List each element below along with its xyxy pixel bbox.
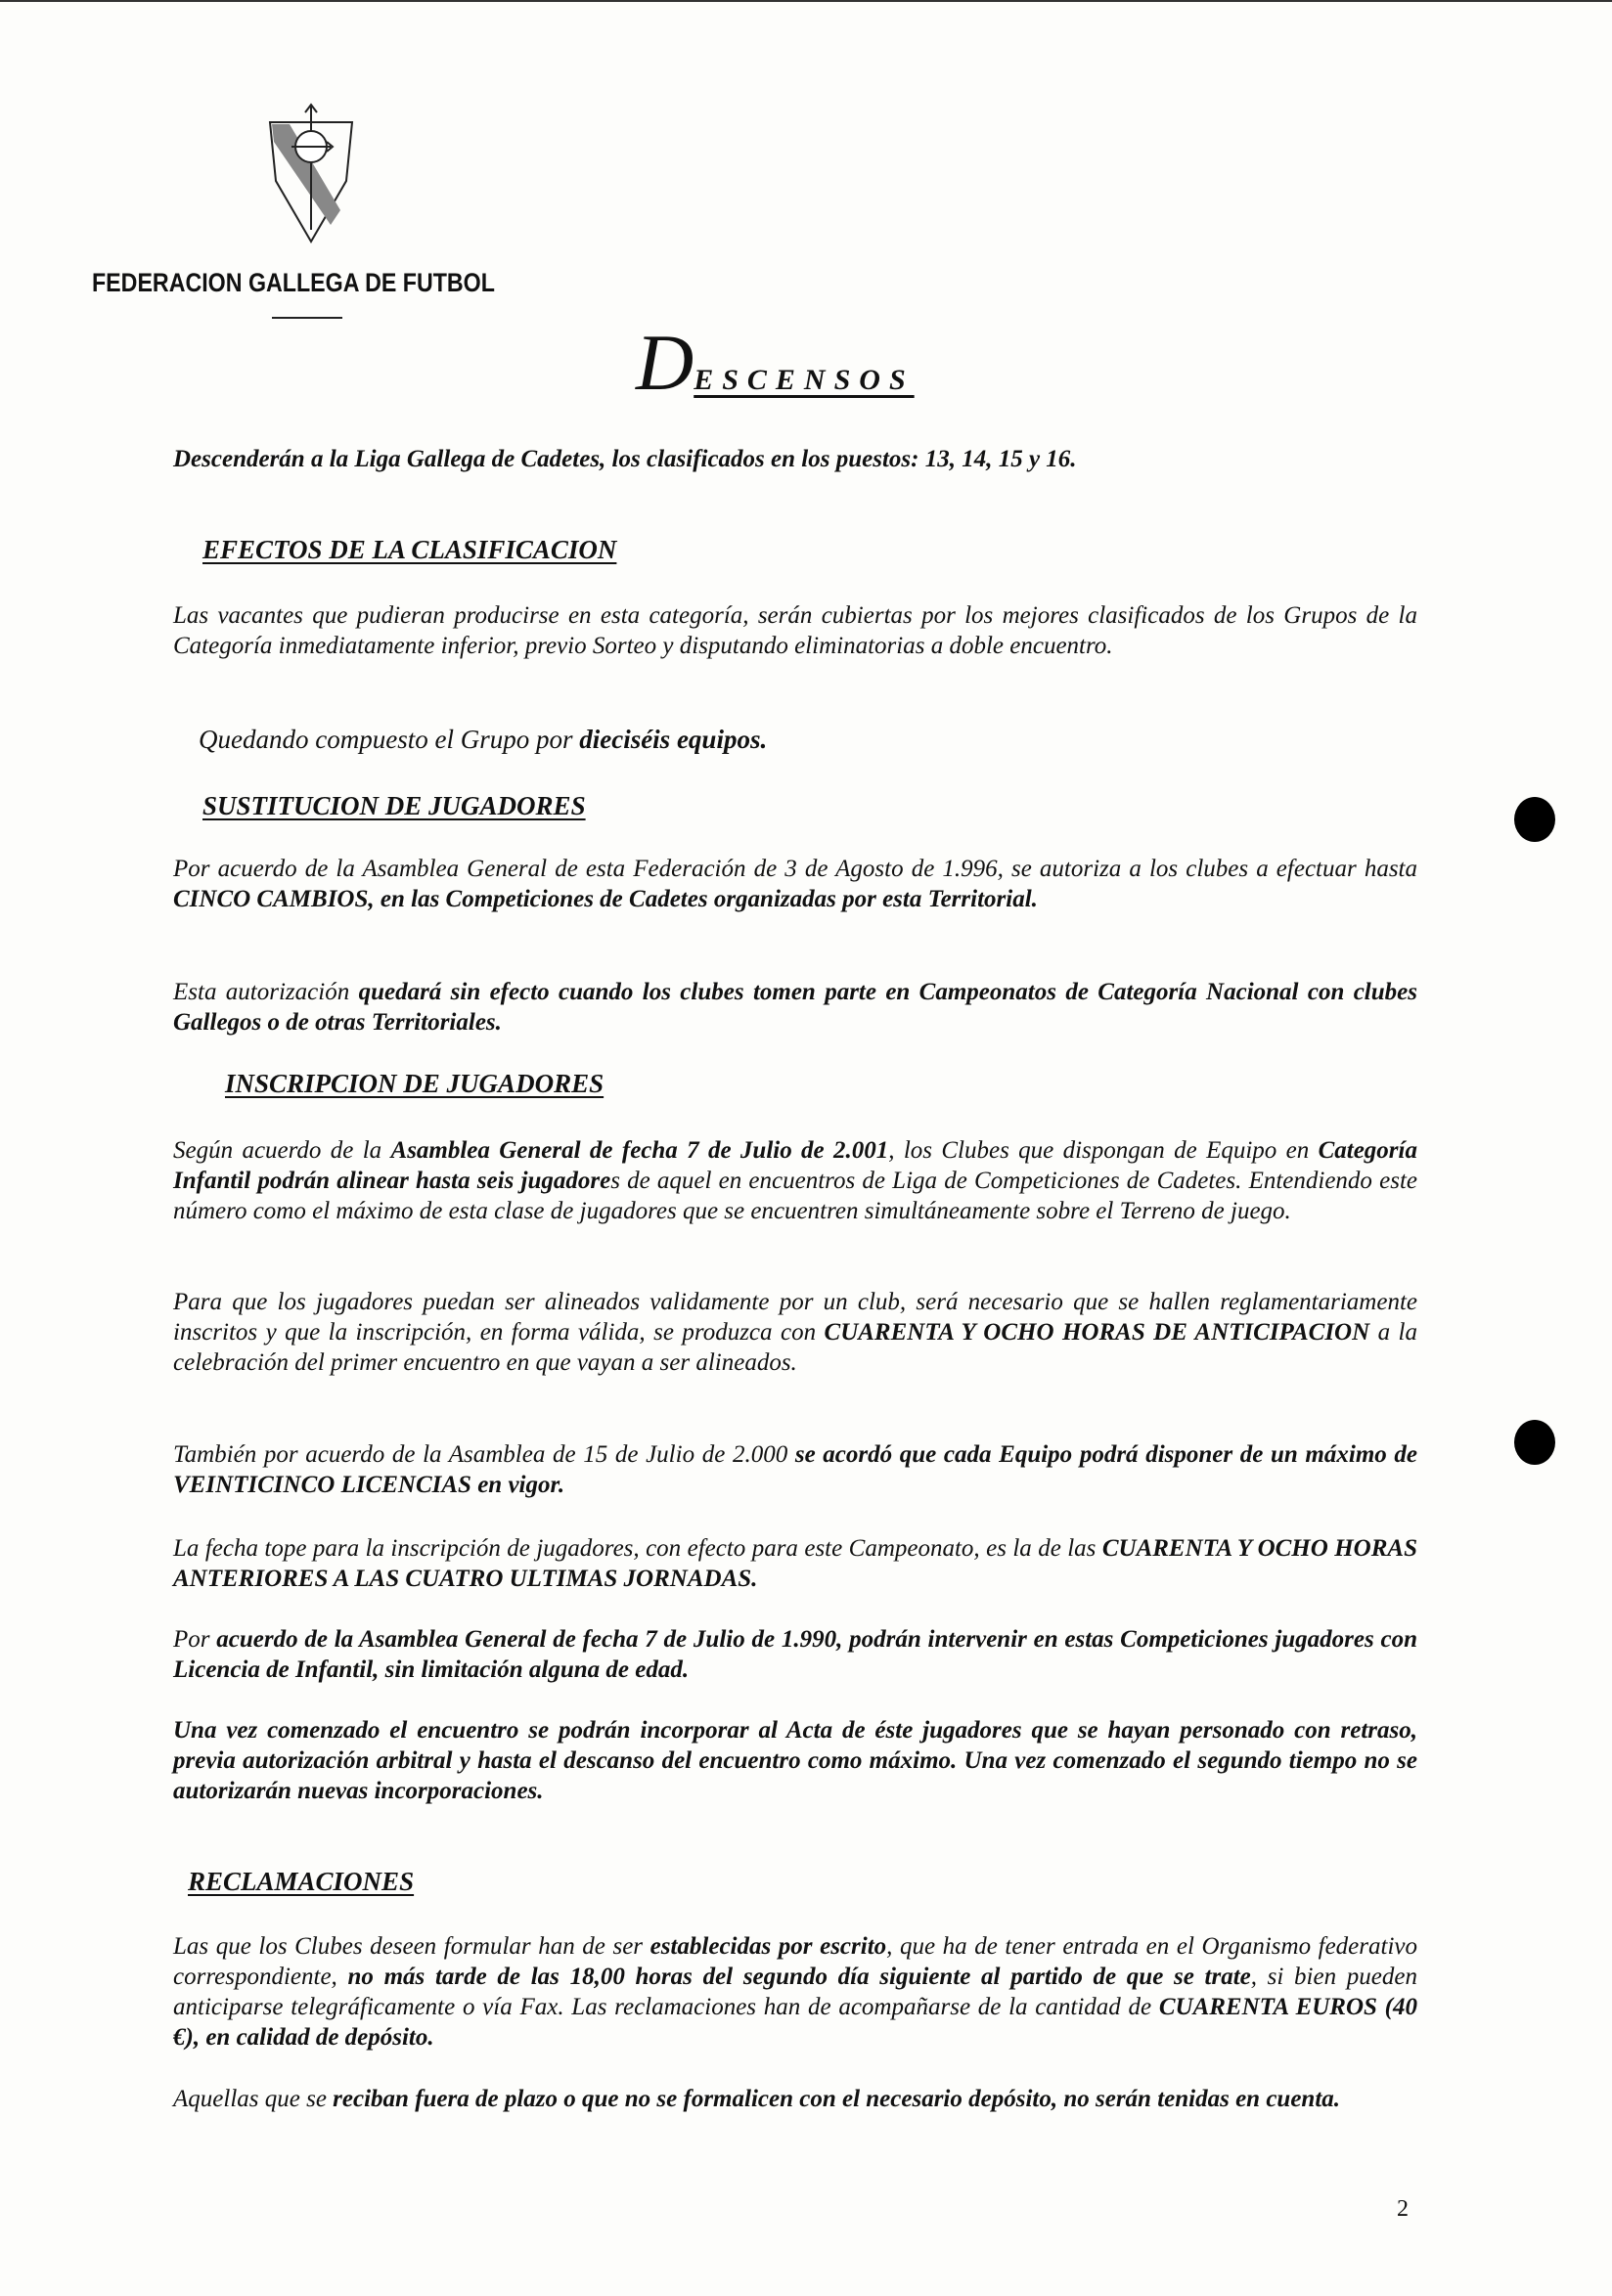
organization-name: FEDERACION GALLEGA DE FUTBOL bbox=[92, 268, 495, 297]
text: a la celebración del primer encuentro en que vayan a ser alineados. bbox=[173, 1319, 1417, 1376]
bold-text: Una vez comenzado el encuentro se podrán incorporar al Acta de éste jugadores que se hayan personado con retraso, previa autorización arbitral y hasta el descanso del encuentro como máximo. Una vez comenzado el segundo tiempo no se autorizarán nuevas incorporaciones. bbox=[173, 1717, 1417, 1804]
paragraph bbox=[173, 1715, 1417, 1806]
text: Por acuerdo de la Asamblea General de esta Federación de 3 de Agosto de 1.996, se autoriza a los clubes a efectuar hasta bbox=[173, 856, 1417, 882]
text: Las vacantes que pudieran producirse en esta categoría, serán cubiertas por los mejores clasificados de los Grupos de la Categoría inmediatamente inferior, previo Sorteo y disputando eliminatorias a doble encuentro. bbox=[173, 602, 1417, 659]
text: , si bien pueden anticiparse telegráficamente o vía Fax. Las reclamaciones han de acompañarse de la cantidad de bbox=[173, 1964, 1417, 2020]
bold-text: (40 €), bbox=[173, 1994, 1417, 2051]
federation-shield-logo bbox=[262, 103, 360, 244]
text: Las que los Clubes deseen formular han de ser bbox=[173, 1933, 650, 1960]
page-edge bbox=[0, 0, 1612, 2]
text: , que ha de tener entrada en el Organismo federativo correspondiente, bbox=[173, 1933, 1417, 1990]
paragraph bbox=[173, 444, 1417, 474]
bold-text: CUARENTA EUROS bbox=[1158, 1994, 1377, 2020]
paragraph bbox=[173, 600, 1417, 661]
bold-text: CUARENTA Y OCHO HORAS DE ANTICIPACION bbox=[824, 1319, 1370, 1346]
bold-text: CINCO CAMBIOS, en las Competiciones de Cadetes organizadas por esta Territorial. bbox=[173, 886, 1038, 912]
paragraph bbox=[173, 1931, 1417, 2053]
bold-text: reciban fuera de plazo o que no se formalicen con el necesario depósito, no serán tenidas en cuenta. bbox=[333, 2086, 1341, 2112]
bold-text: se acordó que cada Equipo podrá disponer de un máximo de VEINTICINCO LICENCIAS en vigor. bbox=[173, 1441, 1417, 1498]
title-rest: ESCENSOS bbox=[694, 364, 915, 396]
paragraph bbox=[173, 1533, 1417, 1594]
text: Para que los jugadores puedan ser alineados validamente por un club, será necesario que se hallen reglamentariamente inscritos y que la inscripción, en forma válida, se produzca con bbox=[173, 1289, 1417, 1346]
paragraph bbox=[173, 1135, 1417, 1226]
bold-text: Descenderán a la Liga Gallega de Cadetes, los clasificados en los puestos: 13, 14, 15 y 16. bbox=[173, 446, 1077, 472]
page-number: 2 bbox=[1397, 2196, 1409, 2222]
punch-hole-mark bbox=[1514, 797, 1555, 842]
text: Quedando compuesto el Grupo por bbox=[199, 725, 580, 754]
bold-text: Asamblea General de fecha 7 de Julio de 2.001 bbox=[390, 1137, 889, 1164]
paragraph bbox=[173, 1624, 1417, 1685]
header-rule bbox=[272, 317, 342, 319]
bold-text: Categoría Infantil podrán alinear hasta seis jugadore bbox=[173, 1137, 1417, 1194]
text: La fecha tope para la inscripción de jugadores, con efecto para este Campeonato, es la de las bbox=[173, 1535, 1102, 1562]
heading-reclamaciones: RECLAMACIONES bbox=[188, 1867, 415, 1896]
text: También por acuerdo de la Asamblea de 15 de Julio de 2.000 bbox=[173, 1441, 795, 1468]
bold-text: en calidad de depósito. bbox=[205, 2024, 434, 2051]
bold-text: establecidas por escrito bbox=[649, 1933, 887, 1960]
heading-inscripcion: INSCRIPCION DE JUGADORES bbox=[225, 1069, 604, 1098]
heading-sustitucion: SUSTITUCION DE JUGADORES bbox=[202, 791, 586, 820]
text: Según acuerdo de la bbox=[173, 1137, 391, 1164]
bold-text: CUARENTA Y OCHO HORAS ANTERIORES A LAS CUATRO ULTIMAS JORNADAS. bbox=[173, 1535, 1417, 1592]
bold-text: no más tarde de las 18,00 horas del segundo día siguiente al partido de que se trate bbox=[347, 1964, 1251, 1990]
title-initial: D bbox=[636, 318, 694, 407]
text: , los Clubes que dispongan de Equipo en bbox=[888, 1137, 1319, 1164]
text: Esta autorización bbox=[173, 979, 359, 1005]
paragraph bbox=[173, 2084, 1417, 2114]
page-title bbox=[636, 318, 915, 407]
text: s de aquel en encuentros de Liga de Competiciones de Cadetes. Entendiendo este número como el máximo de esta clase de jugadores que se encuentren simultáneamente sobre el Terreno de juego. bbox=[173, 1168, 1417, 1224]
paragraph bbox=[173, 1287, 1417, 1378]
paragraph bbox=[173, 1439, 1417, 1500]
bold-text: acuerdo de la Asamblea General de fecha 7 de Julio de 1.990, podrán intervenir en estas Competiciones jugadores con Licencia de Infantil, sin limitación alguna de edad. bbox=[173, 1626, 1417, 1683]
punch-hole-mark bbox=[1514, 1420, 1555, 1465]
bold-text: dieciséis equipos. bbox=[579, 725, 768, 754]
paragraph bbox=[173, 977, 1417, 1038]
heading-efectos: EFECTOS DE LA CLASIFICACION bbox=[202, 535, 617, 564]
paragraph bbox=[173, 854, 1417, 914]
bold-text: quedará sin efecto cuando los clubes tomen parte en Campeonatos de Categoría Nacional con clubes Gallegos o de otras Territoriales. bbox=[173, 979, 1417, 1036]
paragraph bbox=[199, 725, 1417, 755]
text: Aquellas que se bbox=[173, 2086, 334, 2112]
text: Por bbox=[173, 1626, 217, 1653]
